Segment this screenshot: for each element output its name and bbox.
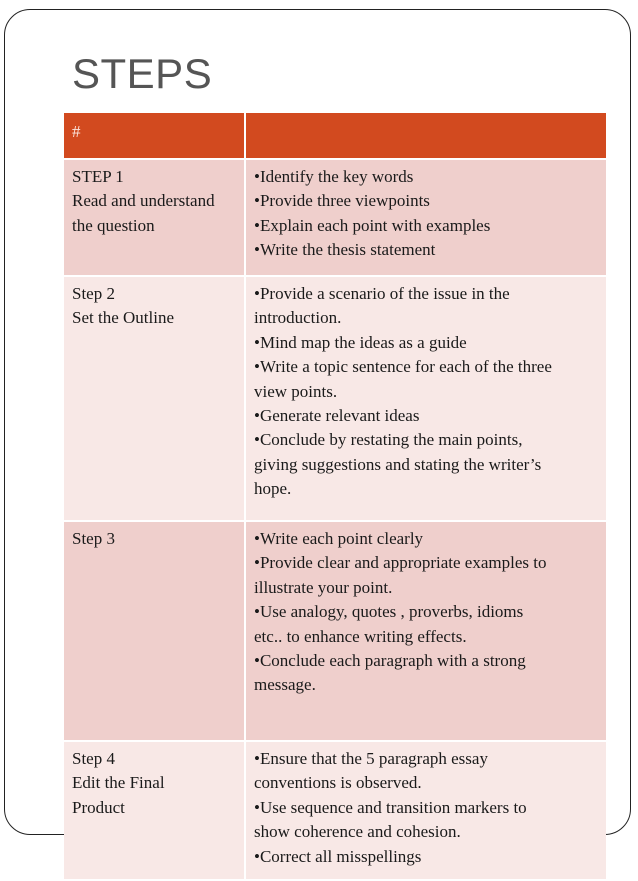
table-row [64,276,606,521]
detail-line: •Generate relevant ideas [254,406,420,426]
detail-line: •Write each point clearly [254,529,424,548]
detail-line: •Identify the key words [254,167,414,186]
table-header-row [64,113,606,159]
detail-line: etc.. to enhance writing effects. [254,626,467,646]
table-row [64,521,606,741]
detail-line: •Use sequence and transition markers to [254,797,527,817]
detail-line: •Provide clear and appropriate examples to [254,553,547,573]
detail-line: •Correct all misspellings [254,846,422,866]
step-line: Product [72,797,125,817]
step-line: Set the Outline [72,308,174,328]
step-line: Step 3 [72,529,115,548]
step-cell [64,276,245,521]
detail-line: •Provide three viewpoints [254,191,430,211]
detail-line: giving suggestions and stating the writer’s [254,454,542,474]
slide-title: STEPS [72,50,213,97]
detail-line: show coherence and cohesion. [254,822,461,842]
step-line: Edit the Final [72,773,165,793]
detail-line: message. [254,675,316,695]
detail-line: •Use analogy, quotes , proverbs, idioms [254,602,524,622]
step-cell [64,521,245,741]
table-row [64,159,606,276]
header-cell-details [245,113,606,159]
step-line: the question [72,215,155,235]
detail-line: •Write the thesis statement [254,240,436,260]
detail-line: •Ensure that the 5 paragraph essay [254,749,488,768]
detail-line: •Conclude by restating the main points, [254,430,523,450]
detail-line: •Explain each point with examples [254,215,491,235]
detail-cell [245,741,606,880]
table-row [64,741,606,880]
detail-line: introduction. [254,308,342,328]
detail-line: conventions is observed. [254,773,422,793]
step-line: STEP 1 [72,167,124,186]
detail-line: •Conclude each paragraph with a strong [254,651,526,671]
detail-line: illustrate your point. [254,577,393,597]
detail-line: hope. [254,479,292,499]
header-cell-number: # [64,113,245,159]
step-line: Step 2 [72,284,115,303]
step-line: Step 4 [72,749,115,768]
detail-line: •Provide a scenario of the issue in the [254,284,510,303]
step-cell [64,159,245,276]
step-line: Read and understand [72,191,215,211]
detail-cell [245,521,606,741]
steps-table [64,113,606,881]
detail-cell [245,276,606,521]
detail-line: •Write a topic sentence for each of the three [254,357,552,377]
step-cell [64,741,245,880]
detail-line: •Mind map the ideas as a guide [254,332,467,352]
detail-cell [245,159,606,276]
detail-line: view points. [254,381,338,401]
